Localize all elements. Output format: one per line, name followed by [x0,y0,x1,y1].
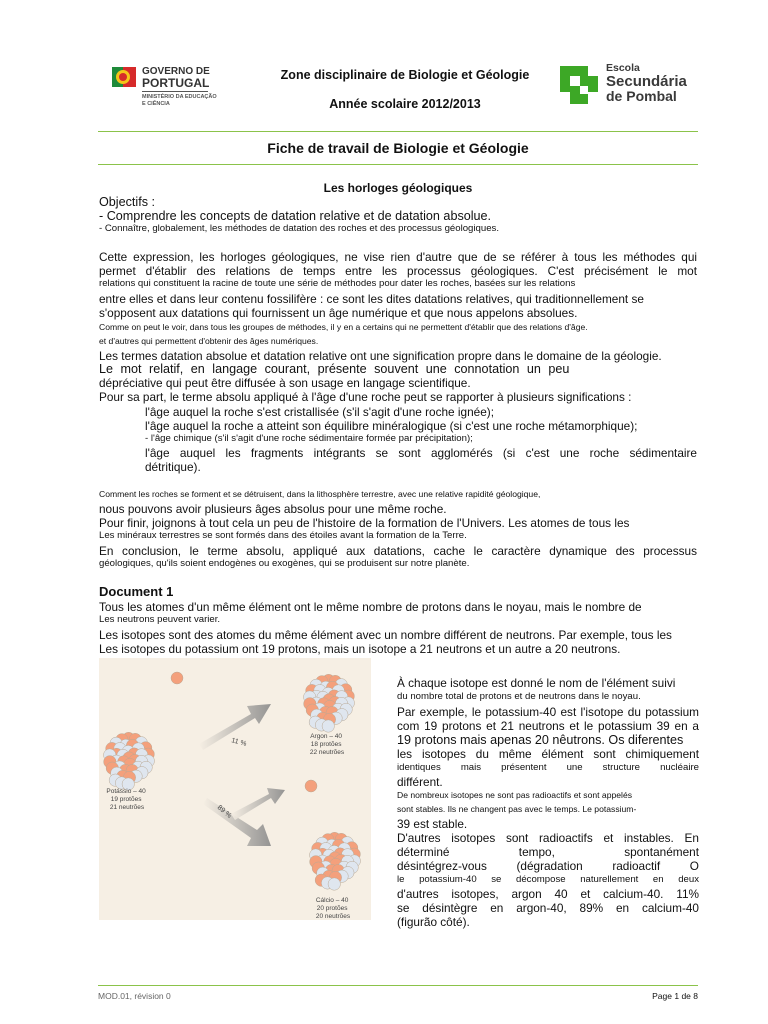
intro-line: Les termes datation absolue et datation relative ont une signification propre dans le domaine de la géologie. [99,349,662,363]
side-line: d'autres isotopes, argon 40 et calcium-40. 11% [397,887,699,901]
intro-line: permet d'établir des relations de temps entre les processus géologiques. C'est précisément le mot [99,264,697,278]
side-line: se désintègre en argon-40, 89% en calcium-40 [397,901,699,915]
footer-right: Page 1 de 8 [652,991,698,1001]
age-item: l'âge auquel la roche a atteint son équilibre minéralogique (si c'est une roche métamorphique); [145,419,638,433]
closing-line: Les minéraux terrestres se sont formés dans des étoiles avant la formation de la Terre. [99,530,467,541]
side-line: du nombre total de protons et de neutrons dans le noyau. [397,691,641,702]
closing-line: nous pouvons avoir plusieurs âges absolus pour une même roche. [99,502,447,516]
potassium-label: Potássio – 40 19 protões 21 neutrões [106,788,146,811]
pct-bottom-label: 89 % [215,804,233,820]
side-line: De nombreux isotopes ne sont pas radioactifs et sont appelés [397,790,633,800]
intro-line: entre elles et dans leur contenu fossilifère : ce sont les dites datations relatives, qui traditionnellement se [99,292,644,306]
gov-line2: PORTUGAL [142,76,210,90]
intro-line: relations qui constituent la racine de toute une série de méthodes pour dater les roches, basées sur les relations [99,278,576,289]
closing-line: Comment les roches se forment et se détruisent, dans la lithosphère terrestre, avec une relative rapidité géologique, [99,489,541,499]
school-line2: Secundária [606,73,687,90]
logo-divider [142,91,208,92]
closing-line: En conclusion, le terme absolu, appliqué aux datations, cache le caractère dynamique des processus [99,544,697,558]
closing-line: géologiques, qu'ils soient endogènes ou exogènes, qui se produisent sur notre planète. [99,558,470,569]
side-line: 19 protons mais apenas 20 nêutrons. Os diferentes [397,733,684,747]
neutron [322,720,334,732]
side-line: différent. [397,775,443,789]
closing-line: Pour finir, joignons à tout cela un peu de l'histoire de la formation de l'Univers. Les atomes de tous les [99,516,630,530]
school-line1: Escola [606,62,640,74]
school-line3: de Pombal [606,88,677,104]
emitted-particle [171,672,183,684]
side-line: 39 est stable. [397,817,468,831]
pct-top-label: 11 % [230,737,248,748]
school-year: Année scolaire 2012/2013 [329,97,481,111]
footer-left: MOD.01, révision 0 [98,991,171,1001]
side-line: Par exemple, le potassium-40 est l'isotope du potassium [397,705,699,719]
age-item: détritique). [145,460,201,474]
side-line: désintégrez-vous (dégradation radioactif O [397,859,699,873]
school-emblem-icon [558,64,600,106]
intro-line: Pour sa part, le terme absolu appliqué à l'âge d'une roche peut se rapporter à plusieurs significations : [99,390,632,404]
document1-line: Tous les atomes d'un même élément ont le même nombre de protons dans le noyau, mais le nombre de [99,600,642,614]
calcium-label: Cálcio – 40 20 protões 20 neutrões [315,897,351,920]
age-item: l'âge auquel la roche s'est cristallisée (s'il s'agit d'une roche ignée); [145,405,494,419]
portugal-emblem-icon [110,64,138,90]
age-item: - l'âge chimique (s'il s'agit d'une roche sédimentaire formée par précipitation); [145,433,473,444]
side-line: À chaque isotope est donné le nom de l'élément suivi [397,676,676,690]
side-line: com 19 protons et 21 neutrons et le potassium 39 en a [397,719,699,733]
objective-item: - Connaître, globalement, les méthodes de datation des roches et des processus géologiques. [99,223,499,234]
arrow-to-calcium [203,798,271,846]
intro-line: Cette expression, les horloges géologiques, ne vise rien d'autre que de se référer à tous les méthodes qui [99,250,697,264]
age-item: l'âge auquel les fragments intégrants se sont agglomérés (si c'est une roche sédimentaire [145,446,697,460]
footer-rule [98,985,698,986]
side-line: sont stables. Ils ne changent pas avec le temps. Le potassium- [397,804,637,814]
ministry-line1: MINISTÉRIO DA EDUCAÇÃO [142,94,217,100]
government-logo [108,62,220,114]
side-line: identiques mais présentent une structure nucléaire [397,762,699,773]
document1-line: Les neutrons peuvent varier. [99,614,221,625]
intro-line: s'opposent aux datations qui fournissent un âge numérique et que nous appelons absolues. [99,306,578,320]
document1-line: Les isotopes du potassium ont 19 protons, mais un isotope a 21 neutrons et un autre a 20 neutrons. [99,642,621,656]
isotope-decay-figure [99,658,371,920]
objective-item: - Comprendre les concepts de datation relative et de datation absolue. [99,209,492,223]
argon-label: Argon – 40 18 protões 22 neutrões [309,733,345,756]
section-subtitle: Les horloges géologiques [323,181,473,195]
neutron [328,878,340,890]
page-title: Fiche de travail de Biologie et Géologie [267,140,529,156]
side-line: D'autres isotopes sont radioactifs et instables. En [397,831,699,845]
zone-heading: Zone disciplinaire de Biologie et Géologie [280,68,530,82]
side-line: le potassium-40 se décompose naturellement en deux [397,874,699,885]
objectives-heading: Objectifs : [99,195,155,209]
intro-line: Le mot relatif, en langage courant, présente souvent une connotation un peu [99,362,570,376]
intro-line: Comme on peut le voir, dans tous les groupes de méthodes, il y en a certains qui ne permettent d'établir que des relations d'âge. [99,322,588,332]
arrow-to-electron [231,788,285,820]
gov-line1: GOVERNO DE [142,66,210,77]
intro-line: dépréciative qui peut être diffusée à son usage en langage scientifique. [99,376,471,390]
side-line: déterminé tempo, spontanément [397,845,699,859]
side-line: les isotopes du même élément sont chimiquement [397,747,699,761]
school-logo [558,62,693,108]
isotope-decay-diagram [99,658,371,920]
title-rule [98,164,698,165]
document1-line: Les isotopes sont des atomes du même élément avec un nombre différent de neutrons. Par exemple, tous les [99,628,672,642]
ministry-line2: E CIÊNCIA [142,101,170,107]
header-rule [98,131,698,132]
document1-heading: Document 1 [99,584,174,599]
intro-line: et d'autres qui permettent d'obtenir des âges numériques. [99,336,319,346]
emitted-particle [305,780,317,792]
side-line: (figurão côté). [397,915,470,929]
